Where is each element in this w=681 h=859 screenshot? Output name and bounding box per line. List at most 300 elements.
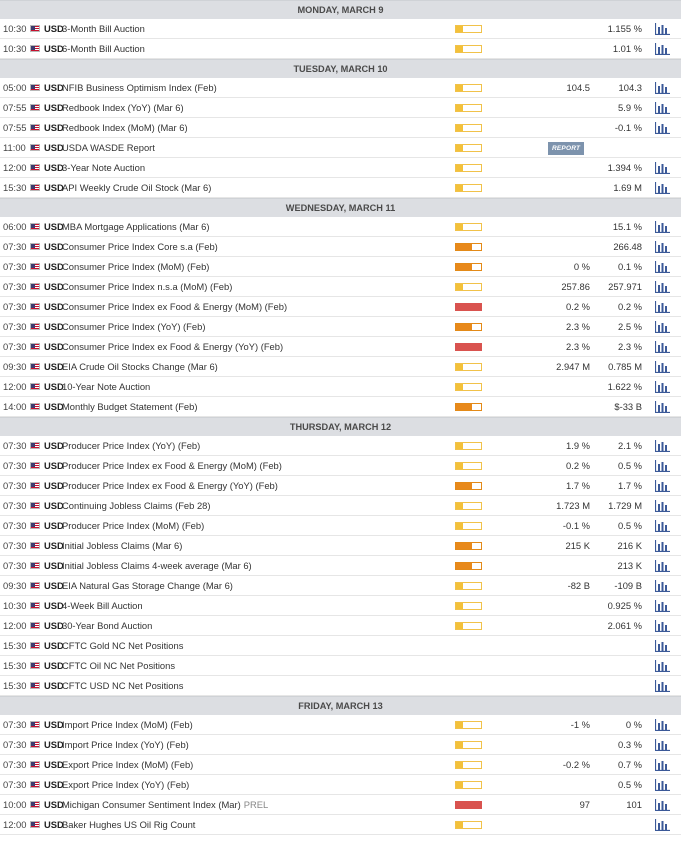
event-forecast: 97 [579, 799, 590, 810]
event-title: 4-Week Bill Auction [62, 600, 143, 611]
event-previous: 2.1 % [618, 440, 642, 451]
event-time: 15:30 [3, 640, 27, 651]
bar-chart-icon[interactable] [655, 301, 670, 313]
event-name[interactable] [62, 357, 218, 377]
event-previous: 1.394 % [607, 162, 642, 173]
importance-indicator [455, 383, 482, 391]
bar-chart-icon[interactable] [655, 182, 670, 194]
event-time: 07:30 [3, 759, 27, 770]
event-row[interactable] [0, 536, 681, 556]
event-currency: USD [44, 819, 64, 830]
us-flag-icon [30, 383, 40, 390]
event-row[interactable] [0, 496, 681, 516]
event-previous: 0 % [625, 719, 642, 730]
bar-chart-icon[interactable] [655, 241, 670, 253]
event-name[interactable] [62, 257, 209, 277]
event-currency: USD [44, 301, 64, 312]
event-time: 12:00 [3, 620, 27, 631]
event-time: 15:30 [3, 182, 27, 193]
importance-indicator [455, 45, 482, 53]
event-name[interactable] [62, 19, 145, 39]
importance-fill [456, 503, 463, 509]
importance-indicator [455, 144, 482, 152]
event-currency: USD [44, 321, 64, 332]
day-header: FRIDAY, MARCH 13 [0, 696, 681, 715]
us-flag-icon [30, 821, 40, 828]
us-flag-icon [30, 721, 40, 728]
importance-fill [456, 463, 463, 469]
importance-fill [456, 304, 481, 310]
us-flag-icon [30, 45, 40, 52]
event-title: Initial Jobless Claims 4-week average (Mar 6) [62, 560, 252, 571]
event-row[interactable] [0, 397, 681, 417]
event-row[interactable] [0, 715, 681, 735]
event-time: 07:30 [3, 281, 27, 292]
event-title: Redbook Index (MoM) (Mar 6) [62, 122, 188, 133]
event-row[interactable] [0, 78, 681, 98]
importance-fill [456, 85, 463, 91]
event-row[interactable] [0, 676, 681, 696]
event-name[interactable] [62, 496, 211, 516]
event-title: Consumer Price Index Core s.a (Feb) [62, 241, 218, 252]
event-row[interactable] [0, 556, 681, 576]
event-name[interactable] [62, 39, 145, 59]
event-time: 07:30 [3, 779, 27, 790]
event-name[interactable] [62, 377, 150, 397]
us-flag-icon [30, 84, 40, 91]
importance-fill [456, 224, 463, 230]
event-previous: 1.7 % [618, 480, 642, 491]
event-currency: USD [44, 221, 64, 232]
event-time: 06:00 [3, 221, 27, 232]
event-row[interactable] [0, 19, 681, 39]
bar-chart-icon[interactable] [655, 739, 670, 751]
event-currency: USD [44, 680, 64, 691]
us-flag-icon [30, 363, 40, 370]
event-forecast: 2.3 % [566, 341, 590, 352]
bar-chart-icon[interactable] [655, 460, 670, 472]
bar-chart-icon[interactable] [655, 440, 670, 452]
event-previous: 266.48 [613, 241, 642, 252]
bar-chart-icon[interactable] [655, 600, 670, 612]
event-time: 12:00 [3, 819, 27, 830]
event-previous: 216 K [617, 540, 642, 551]
bar-chart-icon[interactable] [655, 719, 670, 731]
importance-fill [456, 483, 472, 489]
event-name[interactable] [62, 456, 282, 476]
bar-chart-icon[interactable] [655, 381, 670, 393]
event-row[interactable] [0, 297, 681, 317]
event-forecast: 0 % [573, 261, 590, 272]
importance-fill [456, 523, 463, 529]
event-previous: 1.155 % [607, 23, 642, 34]
event-name[interactable] [62, 397, 197, 417]
event-previous: 0.925 % [607, 600, 642, 611]
event-name[interactable] [62, 596, 143, 616]
us-flag-icon [30, 801, 40, 808]
event-row[interactable] [0, 237, 681, 257]
event-name[interactable] [62, 337, 283, 357]
event-title: Michigan Consumer Sentiment Index (Mar) [62, 799, 241, 810]
importance-indicator [455, 363, 482, 371]
event-row[interactable] [0, 337, 681, 357]
event-title: CFTC Gold NC Net Positions [62, 640, 184, 651]
event-previous: -109 B [614, 580, 642, 591]
us-flag-icon [30, 243, 40, 250]
event-time: 07:30 [3, 301, 27, 312]
event-row[interactable] [0, 158, 681, 178]
bar-chart-icon[interactable] [655, 261, 670, 273]
report-label: REPORT [548, 142, 584, 155]
us-flag-icon [30, 303, 40, 310]
us-flag-icon [30, 562, 40, 569]
event-previous: 0.5 % [618, 520, 642, 531]
importance-indicator [455, 84, 482, 92]
importance-fill [456, 244, 472, 250]
event-currency: USD [44, 460, 64, 471]
importance-fill [456, 722, 463, 728]
importance-indicator [455, 223, 482, 231]
event-previous: 1.01 % [612, 43, 642, 54]
event-previous: 5.9 % [618, 102, 642, 113]
event-currency: USD [44, 361, 64, 372]
event-row[interactable] [0, 656, 681, 676]
us-flag-icon [30, 263, 40, 270]
event-name[interactable] [62, 676, 183, 696]
event-row[interactable] [0, 118, 681, 138]
event-previous: 2.5 % [618, 321, 642, 332]
importance-indicator [455, 343, 482, 351]
event-row[interactable] [0, 795, 681, 815]
event-row[interactable] [0, 735, 681, 755]
event-title: Consumer Price Index ex Food & Energy (MoM) (Feb) [62, 301, 288, 312]
importance-fill [456, 563, 472, 569]
event-row[interactable] [0, 596, 681, 616]
event-previous: 0.785 M [608, 361, 642, 372]
event-forecast: 215 K [565, 540, 590, 551]
importance-fill [456, 165, 463, 171]
event-time: 09:30 [3, 361, 27, 372]
bar-chart-icon[interactable] [655, 660, 670, 672]
event-currency: USD [44, 779, 64, 790]
event-row[interactable] [0, 277, 681, 297]
us-flag-icon [30, 184, 40, 191]
event-name[interactable] [62, 616, 152, 636]
event-name[interactable] [62, 556, 252, 576]
event-row[interactable] [0, 616, 681, 636]
bar-chart-icon[interactable] [655, 341, 670, 353]
event-name[interactable] [62, 277, 232, 297]
event-currency: USD [44, 600, 64, 611]
event-previous: -0.1 % [614, 122, 642, 133]
event-time: 07:30 [3, 321, 27, 332]
event-time: 11:00 [3, 142, 26, 153]
event-name[interactable] [62, 78, 217, 98]
bar-chart-icon[interactable] [655, 281, 670, 293]
event-forecast: -82 B [567, 580, 590, 591]
event-row[interactable] [0, 476, 681, 496]
importance-indicator [455, 562, 482, 570]
event-title: Continuing Jobless Claims (Feb 28) [62, 500, 211, 511]
importance-indicator [455, 741, 482, 749]
event-row[interactable] [0, 317, 681, 337]
importance-fill [456, 782, 463, 788]
importance-fill [456, 583, 463, 589]
event-previous: 2.3 % [618, 341, 642, 352]
event-forecast: 0.2 % [566, 460, 590, 471]
us-flag-icon [30, 622, 40, 629]
event-name[interactable] [62, 297, 287, 317]
bar-chart-icon[interactable] [655, 540, 670, 552]
event-time: 09:30 [3, 580, 27, 591]
event-row[interactable] [0, 257, 681, 277]
event-time: 07:30 [3, 440, 27, 451]
bar-chart-icon[interactable] [655, 162, 670, 174]
bar-chart-icon[interactable] [655, 799, 670, 811]
event-previous: 257.971 [608, 281, 642, 292]
day-header: TUESDAY, MARCH 10 [0, 59, 681, 78]
event-name[interactable] [62, 98, 184, 118]
importance-indicator [455, 462, 482, 470]
importance-indicator [455, 781, 482, 789]
event-time: 07:30 [3, 500, 27, 511]
importance-indicator [455, 502, 482, 510]
bar-chart-icon[interactable] [655, 759, 670, 771]
event-name[interactable] [62, 138, 155, 158]
event-currency: USD [44, 759, 64, 770]
importance-fill [456, 324, 472, 330]
event-row[interactable] [0, 755, 681, 775]
event-name[interactable] [62, 436, 200, 456]
event-name[interactable] [62, 317, 205, 337]
event-title: Export Price Index (MoM) (Feb) [62, 759, 194, 770]
us-flag-icon [30, 582, 40, 589]
event-currency: USD [44, 122, 64, 133]
report-badge[interactable] [548, 141, 584, 155]
event-name[interactable] [62, 217, 209, 237]
bar-chart-icon[interactable] [655, 401, 670, 413]
event-forecast: -1 % [570, 719, 590, 730]
event-row[interactable] [0, 815, 681, 835]
event-title: Import Price Index (MoM) (Feb) [62, 719, 193, 730]
event-currency: USD [44, 261, 64, 272]
event-name[interactable] [62, 178, 211, 198]
bar-chart-icon[interactable] [655, 779, 670, 791]
event-forecast: 2.947 M [556, 361, 590, 372]
event-previous: 1.622 % [607, 381, 642, 392]
importance-indicator [455, 522, 482, 530]
event-title: Producer Price Index (MoM) (Feb) [62, 520, 205, 531]
event-title: CFTC Oil NC Net Positions [62, 660, 176, 671]
importance-indicator [455, 602, 482, 610]
event-name[interactable] [62, 755, 193, 775]
event-currency: USD [44, 640, 64, 651]
event-previous: 15.1 % [612, 221, 642, 232]
event-previous: 0.3 % [618, 739, 642, 750]
event-row[interactable] [0, 39, 681, 59]
bar-chart-icon[interactable] [655, 500, 670, 512]
us-flag-icon [30, 164, 40, 171]
event-currency: USD [44, 739, 64, 750]
bar-chart-icon[interactable] [655, 82, 670, 94]
bar-chart-icon[interactable] [655, 221, 670, 233]
event-title: CFTC USD NC Net Positions [62, 680, 184, 691]
bar-chart-icon[interactable] [655, 43, 670, 55]
event-name[interactable] [62, 576, 233, 596]
bar-chart-icon[interactable] [655, 321, 670, 333]
us-flag-icon [30, 761, 40, 768]
importance-indicator [455, 104, 482, 112]
importance-indicator [455, 622, 482, 630]
bar-chart-icon[interactable] [655, 580, 670, 592]
event-time: 07:30 [3, 719, 27, 730]
importance-indicator [455, 582, 482, 590]
event-title: 10-Year Note Auction [62, 381, 151, 392]
event-currency: USD [44, 281, 64, 292]
event-row[interactable] [0, 775, 681, 795]
bar-chart-icon[interactable] [655, 122, 670, 134]
event-row[interactable] [0, 516, 681, 536]
event-previous: $-33 B [614, 401, 642, 412]
event-row[interactable] [0, 138, 681, 158]
event-row[interactable] [0, 377, 681, 397]
event-previous: 104.3 [618, 82, 642, 93]
event-time: 07:30 [3, 540, 27, 551]
event-time: 10:30 [3, 43, 27, 54]
us-flag-icon [30, 144, 40, 151]
event-time: 05:00 [3, 82, 27, 93]
importance-indicator [455, 542, 482, 550]
importance-fill [456, 603, 463, 609]
event-name[interactable] [62, 636, 183, 656]
event-currency: USD [44, 401, 64, 412]
event-forecast: 2.3 % [566, 321, 590, 332]
importance-indicator [455, 721, 482, 729]
event-name[interactable] [62, 795, 268, 815]
event-currency: USD [44, 520, 64, 531]
bar-chart-icon[interactable] [655, 520, 670, 532]
bar-chart-icon[interactable] [655, 361, 670, 373]
event-name[interactable] [62, 237, 218, 257]
event-title: Producer Price Index (YoY) (Feb) [62, 440, 201, 451]
event-name[interactable] [62, 775, 189, 795]
importance-indicator [455, 761, 482, 769]
event-name[interactable] [62, 476, 278, 496]
event-name[interactable] [62, 656, 175, 676]
event-currency: USD [44, 381, 64, 392]
event-row[interactable] [0, 456, 681, 476]
us-flag-icon [30, 323, 40, 330]
event-currency: USD [44, 440, 64, 451]
event-name[interactable] [62, 715, 193, 735]
event-name[interactable] [62, 735, 189, 755]
event-time: 10:30 [3, 23, 27, 34]
event-row[interactable] [0, 178, 681, 198]
event-title: NFIB Business Optimism Index (Feb) [62, 82, 217, 93]
event-currency: USD [44, 560, 64, 571]
event-title: Import Price Index (YoY) (Feb) [62, 739, 189, 750]
importance-indicator [455, 821, 482, 829]
event-title: MBA Mortgage Applications (Mar 6) [62, 221, 210, 232]
event-currency: USD [44, 480, 64, 491]
event-title: Consumer Price Index (YoY) (Feb) [62, 321, 206, 332]
event-time: 07:30 [3, 341, 27, 352]
event-row[interactable] [0, 217, 681, 237]
bar-chart-icon[interactable] [655, 680, 670, 692]
event-time: 10:30 [3, 600, 27, 611]
event-title: Consumer Price Index n.s.a (MoM) (Feb) [62, 281, 233, 292]
us-flag-icon [30, 403, 40, 410]
us-flag-icon [30, 223, 40, 230]
event-currency: USD [44, 540, 64, 551]
importance-indicator [455, 283, 482, 291]
event-name[interactable] [62, 516, 204, 536]
event-name[interactable] [62, 536, 182, 556]
importance-indicator [455, 403, 482, 411]
bar-chart-icon[interactable] [655, 819, 670, 831]
event-currency: USD [44, 341, 64, 352]
event-time: 14:00 [3, 401, 27, 412]
importance-indicator [455, 323, 482, 331]
importance-fill [456, 105, 463, 111]
event-time: 15:30 [3, 680, 27, 691]
event-time: 15:30 [3, 660, 27, 671]
event-previous: 0.1 % [618, 261, 642, 272]
event-row[interactable] [0, 98, 681, 118]
importance-fill [456, 742, 463, 748]
event-row[interactable] [0, 576, 681, 596]
event-name[interactable] [62, 815, 195, 835]
importance-fill [456, 404, 472, 410]
event-currency: USD [44, 142, 64, 153]
event-title: Consumer Price Index (MoM) (Feb) [62, 261, 210, 272]
importance-indicator [455, 482, 482, 490]
importance-fill [456, 443, 463, 449]
us-flag-icon [30, 602, 40, 609]
event-row[interactable] [0, 357, 681, 377]
event-row[interactable] [0, 636, 681, 656]
event-currency: USD [44, 719, 64, 730]
event-row[interactable] [0, 436, 681, 456]
day-header: THURSDAY, MARCH 12 [0, 417, 681, 436]
event-currency: USD [44, 182, 64, 193]
us-flag-icon [30, 682, 40, 689]
bar-chart-icon[interactable] [655, 102, 670, 114]
event-currency: USD [44, 82, 64, 93]
event-name[interactable] [62, 118, 188, 138]
bar-chart-icon[interactable] [655, 23, 670, 35]
day-header: MONDAY, MARCH 9 [0, 0, 681, 19]
bar-chart-icon[interactable] [655, 480, 670, 492]
event-previous: 0.5 % [618, 460, 642, 471]
importance-fill [456, 762, 463, 768]
bar-chart-icon[interactable] [655, 620, 670, 632]
us-flag-icon [30, 502, 40, 509]
event-title: API Weekly Crude Oil Stock (Mar 6) [62, 182, 212, 193]
event-name[interactable] [62, 158, 145, 178]
us-flag-icon [30, 482, 40, 489]
event-currency: USD [44, 102, 64, 113]
event-currency: USD [44, 500, 64, 511]
importance-indicator [455, 124, 482, 132]
bar-chart-icon[interactable] [655, 640, 670, 652]
bar-chart-icon[interactable] [655, 560, 670, 572]
event-time: 07:55 [3, 122, 27, 133]
event-title: Producer Price Index ex Food & Energy (YoY) (Feb) [62, 480, 278, 491]
importance-indicator [455, 263, 482, 271]
event-time: 07:30 [3, 520, 27, 531]
event-currency: USD [44, 660, 64, 671]
